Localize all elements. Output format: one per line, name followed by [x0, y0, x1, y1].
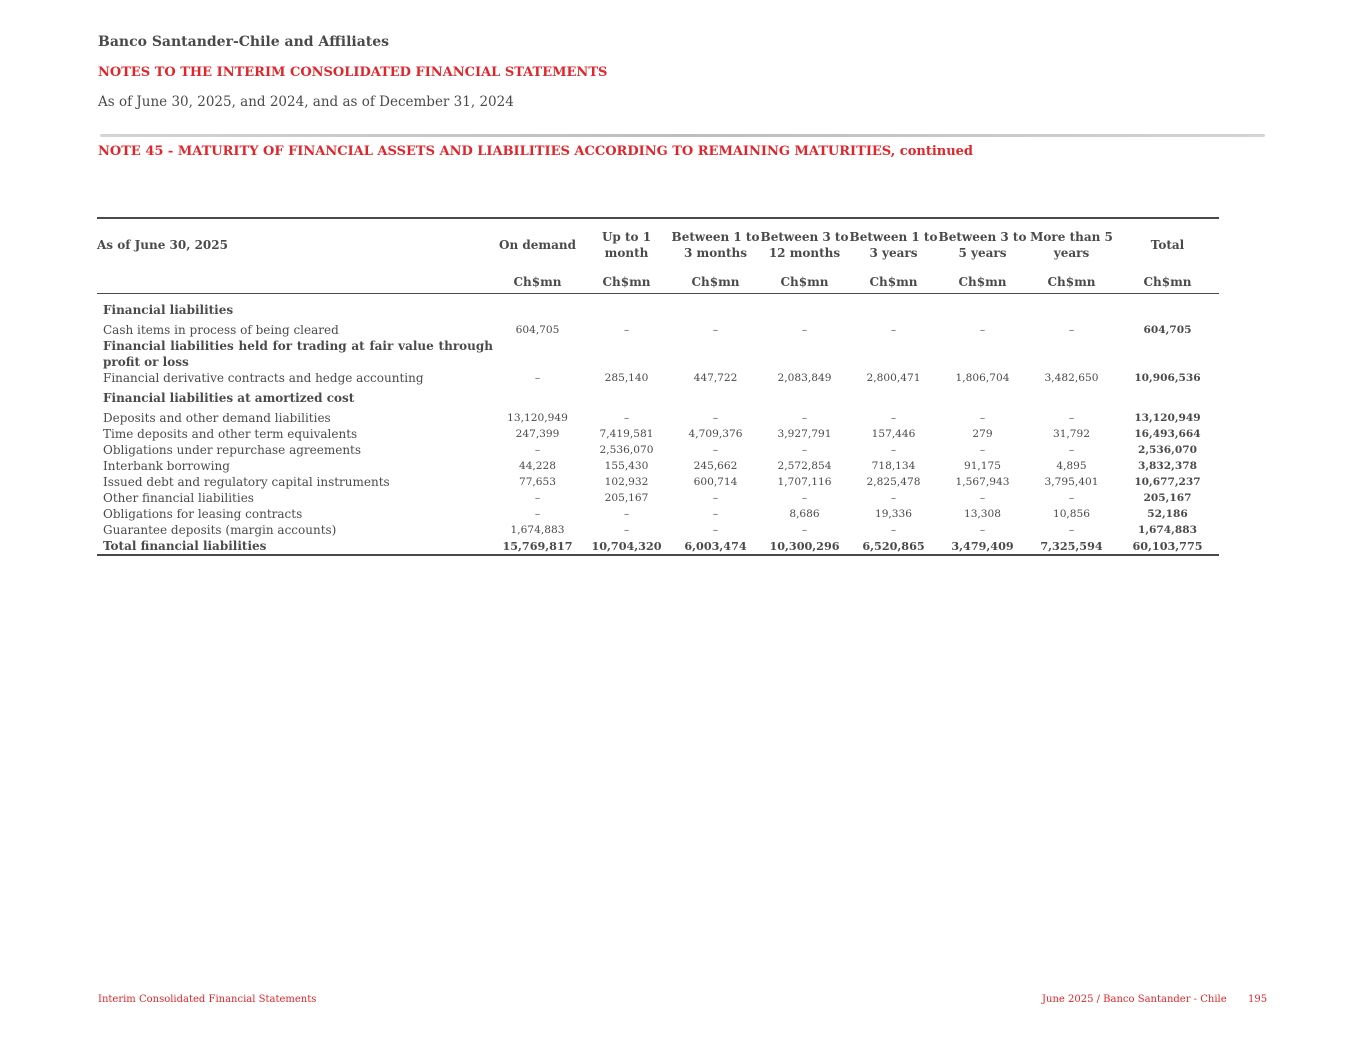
table-row: [97, 458, 1219, 474]
cell-value: –: [712, 508, 719, 520]
cell-value: –: [801, 524, 808, 536]
cell-value: –: [979, 444, 986, 456]
cell-value: –: [801, 492, 808, 504]
cell-value: –: [534, 492, 541, 504]
cell-value: 8,686: [789, 508, 820, 520]
page-number: 195: [1248, 994, 1268, 1005]
cell-value: –: [979, 412, 986, 424]
cell-value: 102,932: [604, 476, 649, 488]
total-value: 7,325,594: [1027, 538, 1116, 555]
col-header-on-demand: On demand: [493, 218, 582, 271]
cell-value: –: [712, 412, 719, 424]
cell-value: 3,795,401: [1044, 476, 1099, 488]
header-divider: [100, 134, 1265, 137]
cell-total: 10,906,536: [1134, 372, 1201, 384]
section-financial-liabilities: Financial liabilities: [103, 303, 234, 317]
cell-value: 447,722: [693, 372, 738, 384]
col-header-3-to-5-years: Between 3 to 5 years: [938, 218, 1027, 271]
table-row: [97, 406, 1219, 426]
cell-total: 16,493,664: [1134, 428, 1201, 440]
cell-value: –: [801, 324, 808, 336]
row-label: Guarantee deposits (margin accounts): [103, 523, 337, 537]
cell-value: –: [1068, 412, 1075, 424]
cell-value: 2,572,854: [777, 460, 832, 472]
total-value: 6,003,474: [671, 538, 760, 555]
section-spacer: [493, 338, 1219, 370]
column-header-row: [97, 218, 1219, 271]
cell-value: 77,653: [518, 476, 557, 488]
cell-value: 13,120,949: [507, 412, 568, 424]
cell-total: 604,705: [1143, 324, 1192, 336]
col-header-more-than-5-years: More than 5 years: [1027, 218, 1116, 271]
cell-value: –: [890, 492, 897, 504]
cell-value: 2,825,478: [866, 476, 921, 488]
section-row: [97, 386, 1219, 406]
total-row: [97, 538, 1219, 555]
table-row: [97, 426, 1219, 442]
unit-cell: Ch$mn: [1116, 271, 1219, 294]
section-row: [97, 294, 1219, 319]
cell-total: 52,186: [1147, 508, 1188, 520]
cell-value: –: [890, 524, 897, 536]
cell-value: –: [623, 524, 630, 536]
table-row: [97, 506, 1219, 522]
unit-cell: Ch$mn: [1027, 271, 1116, 294]
row-label: Cash items in process of being cleared: [103, 323, 339, 337]
cell-value: –: [623, 412, 630, 424]
cell-value: 13,308: [963, 508, 1002, 520]
as-of-date: As of June 30, 2025, and 2024, and as of December 31, 2024: [98, 94, 514, 110]
cell-value: 1,806,704: [955, 372, 1010, 384]
total-value: 10,300,296: [760, 538, 849, 555]
total-value: 10,704,320: [582, 538, 671, 555]
col-header-total: Total: [1116, 218, 1219, 271]
row-label: Deposits and other demand liabilities: [103, 411, 331, 425]
cell-value: 604,705: [515, 324, 560, 336]
cell-total: 13,120,949: [1134, 412, 1201, 424]
row-label: Obligations under repurchase agreements: [103, 443, 362, 457]
cell-value: 600,714: [693, 476, 738, 488]
cell-total: 2,536,070: [1138, 444, 1197, 456]
row-label: Issued debt and regulatory capital instruments: [103, 475, 390, 489]
cell-value: 2,083,849: [777, 372, 832, 384]
cell-value: 279: [972, 428, 993, 440]
grand-total-value: 60,103,775: [1116, 538, 1219, 555]
unit-cell: Ch$mn: [849, 271, 938, 294]
cell-value: 4,895: [1056, 460, 1087, 472]
cell-value: –: [712, 324, 719, 336]
row-label: Other financial liabilities: [103, 491, 254, 505]
cell-value: 245,662: [693, 460, 738, 472]
cell-value: –: [623, 324, 630, 336]
unit-cell: Ch$mn: [582, 271, 671, 294]
cell-value: –: [890, 324, 897, 336]
cell-value: –: [979, 524, 986, 536]
cell-value: –: [1068, 444, 1075, 456]
cell-value: 19,336: [874, 508, 913, 520]
cell-value: 247,399: [515, 428, 560, 440]
table-row: [97, 318, 1219, 338]
cell-value: –: [534, 372, 541, 384]
cell-value: 44,228: [518, 460, 557, 472]
cell-value: 91,175: [963, 460, 1002, 472]
cell-total: 205,167: [1143, 492, 1192, 504]
table-row: [97, 522, 1219, 538]
company-name: Banco Santander-Chile and Affiliates: [98, 34, 390, 50]
cell-value: 7,419,581: [599, 428, 654, 440]
table-row: [97, 370, 1219, 386]
cell-value: 157,446: [871, 428, 916, 440]
table-row: [97, 442, 1219, 458]
row-label: Financial derivative contracts and hedge accounting: [103, 371, 424, 385]
cell-value: 2,800,471: [866, 372, 921, 384]
cell-value: 3,927,791: [777, 428, 832, 440]
col-header-1-to-3-years: Between 1 to 3 years: [849, 218, 938, 271]
total-value: 3,479,409: [938, 538, 1027, 555]
row-label: Time deposits and other term equivalents: [103, 427, 358, 441]
unit-cell: Ch$mn: [760, 271, 849, 294]
unit-row: [97, 271, 1219, 294]
cell-value: –: [1068, 524, 1075, 536]
cell-value: 31,792: [1052, 428, 1091, 440]
cell-value: 1,674,883: [510, 524, 565, 536]
cell-value: –: [801, 444, 808, 456]
total-label: Total financial liabilities: [97, 538, 493, 555]
unit-spacer: [97, 271, 493, 294]
cell-value: 285,140: [604, 372, 649, 384]
cell-value: 1,707,116: [777, 476, 832, 488]
section-row: [97, 338, 1219, 370]
cell-value: –: [1068, 492, 1075, 504]
cell-value: –: [1068, 324, 1075, 336]
cell-value: –: [712, 492, 719, 504]
cell-value: 10,856: [1052, 508, 1091, 520]
section-amortized-cost: Financial liabilities at amortized cost: [103, 391, 355, 405]
col-header-up-to-1-month: Up to 1 month: [582, 218, 671, 271]
period-label: As of June 30, 2025: [97, 218, 493, 271]
cell-value: 2,536,070: [599, 444, 654, 456]
total-value: 15,769,817: [493, 538, 582, 555]
unit-cell: Ch$mn: [671, 271, 760, 294]
cell-total: 3,832,378: [1138, 460, 1197, 472]
cell-value: 718,134: [871, 460, 916, 472]
cell-value: 155,430: [604, 460, 649, 472]
cell-value: –: [623, 508, 630, 520]
table-row: [97, 490, 1219, 506]
total-value: 6,520,865: [849, 538, 938, 555]
cell-value: –: [712, 444, 719, 456]
cell-value: –: [979, 324, 986, 336]
row-label: Interbank borrowing: [103, 459, 230, 473]
cell-value: –: [890, 412, 897, 424]
cell-value: –: [534, 444, 541, 456]
cell-value: –: [979, 492, 986, 504]
section-held-for-trading: Financial liabilities held for trading at fair value through profit or loss: [103, 339, 493, 369]
footer-period-company: June 2025 / Banco Santander - Chile: [1042, 994, 1227, 1005]
cell-value: 205,167: [604, 492, 649, 504]
col-header-3-to-12-months: Between 3 to 12 months: [760, 218, 849, 271]
col-header-1-to-3-months: Between 1 to 3 months: [671, 218, 760, 271]
cell-value: –: [712, 524, 719, 536]
unit-cell: Ch$mn: [938, 271, 1027, 294]
cell-value: 4,709,376: [688, 428, 743, 440]
cell-value: 3,482,650: [1044, 372, 1099, 384]
note-title: NOTE 45 - MATURITY OF FINANCIAL ASSETS AND LIABILITIES ACCORDING TO REMAINING MATURITIES, continued: [98, 144, 974, 159]
cell-value: 1,567,943: [955, 476, 1010, 488]
unit-cell: Ch$mn: [493, 271, 582, 294]
cell-value: –: [534, 508, 541, 520]
cell-value: –: [890, 444, 897, 456]
table-row: [97, 474, 1219, 490]
financial-liabilities-table: [97, 217, 1219, 556]
cell-total: 10,677,237: [1134, 476, 1201, 488]
maturity-table: [97, 217, 1219, 556]
row-label: Obligations for leasing contracts: [103, 507, 303, 521]
cell-total: 1,674,883: [1138, 524, 1197, 536]
cell-value: –: [801, 412, 808, 424]
notes-title: NOTES TO THE INTERIM CONSOLIDATED FINANCIAL STATEMENTS: [98, 65, 608, 80]
footer-document-title: Interim Consolidated Financial Statements: [98, 994, 317, 1005]
